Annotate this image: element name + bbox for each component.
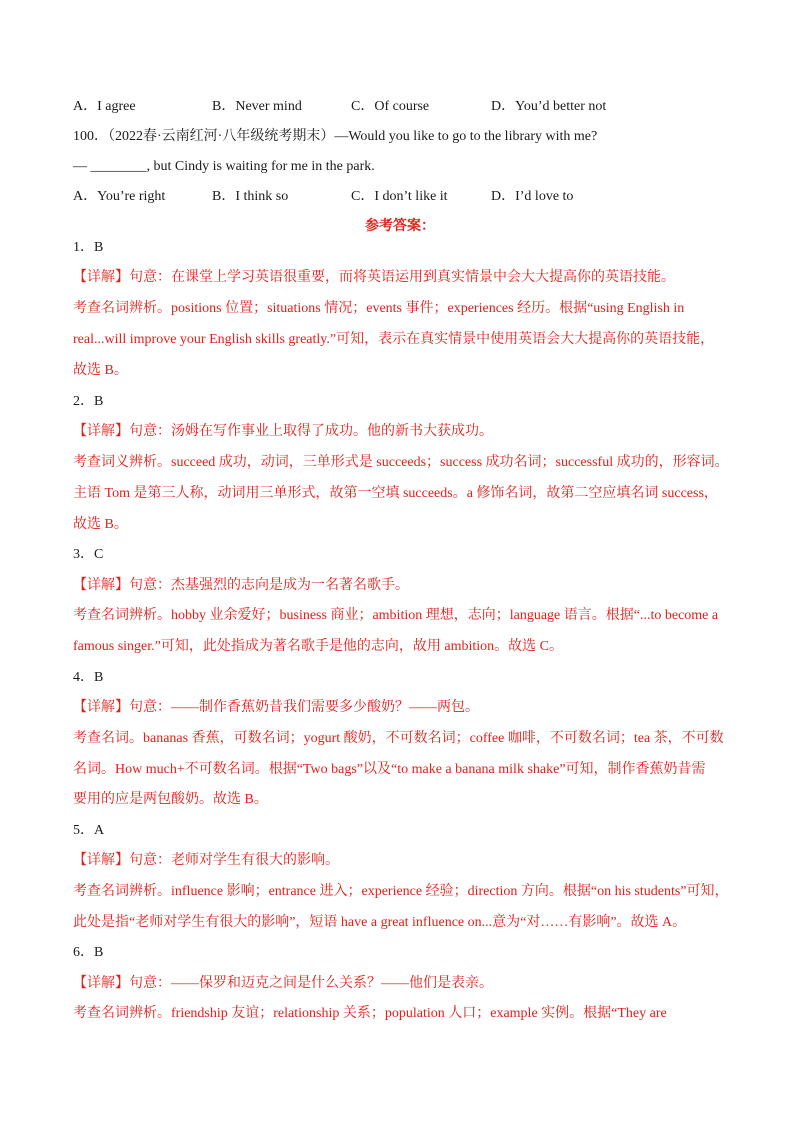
answer-detail-line: 考查名词。bananas 香蕉，可数名词；yogurt 酸奶，不可数名词；coffee 咖啡，不可数名词；tea 茶，不可数	[73, 731, 724, 746]
q100-option-b: B．I think so	[212, 189, 289, 204]
q100-reply: — ________, but Cindy is waiting for me in the park.	[73, 159, 375, 174]
q99-option-b: B．Never mind	[212, 99, 302, 114]
answer-detail-line: 故选 B。	[73, 517, 128, 532]
answer-detail-line: 名词。How much+不可数名词。根据“Two bags”以及“to make a banana milk shake”可知，制作香蕉奶昔需	[73, 762, 706, 777]
q100-option-c: C．I don’t like it	[351, 189, 448, 204]
q99-option-d: D．You’d better not	[491, 99, 607, 114]
q99-option-a: A．I agree	[73, 99, 136, 114]
answer-detail-line: 考查名词辨析。positions 位置；situations 情况；events 事件；experiences 经历。根据“using English in	[73, 301, 685, 316]
answer-detail-line: 考查名词辨析。influence 影响；entrance 进入；experience 经验；direction 方向。根据“on his students”可知，	[73, 884, 729, 899]
answer-number: 6．B	[73, 945, 104, 960]
answers-heading: 参考答案：	[365, 219, 435, 234]
answer-number: 2．B	[73, 394, 104, 409]
q100-stem: 100．（2022春·云南红河·八年级统考期末）—Would you like to go to the library with me?	[73, 129, 598, 144]
q99-option-c: C．Of course	[351, 99, 430, 114]
q100-option-d: D．I’d love to	[491, 189, 574, 204]
answer-detail-line: real...will improve your English skills greatly.”可知，表示在真实情景中使用英语会大大提高你的英语技能，	[73, 332, 715, 347]
answer-detail-line: 考查名词辨析。hobby 业余爱好；business 商业；ambition 理想，志向；language 语言。根据“...to become a	[73, 608, 719, 623]
answer-detail-line: 【详解】句意：——制作香蕉奶昔我们需要多少酸奶？——两包。	[73, 700, 479, 715]
answer-detail-line: 【详解】句意：在课堂上学习英语很重要，而将英语运用到真实情景中会大大提高你的英语技能。	[73, 270, 675, 285]
answer-detail-line: 【详解】句意：汤姆在写作事业上取得了成功。他的新书大获成功。	[73, 424, 493, 439]
answer-detail-line: 故选 B。	[73, 363, 128, 378]
answer-detail-line: 考查词义辨析。succeed 成功，动词，三单形式是 succeeds；success 成功名词；successful 成功的，形容词。	[73, 455, 729, 470]
answer-number: 4．B	[73, 670, 104, 685]
answer-detail-line: 【详解】句意：老师对学生有很大的影响。	[73, 853, 339, 868]
answer-number: 1．B	[73, 240, 104, 255]
answer-detail-line: 【详解】句意：——保罗和迈克之间是什么关系？——他们是表亲。	[73, 976, 493, 991]
answer-detail-line: 【详解】句意：杰基强烈的志向是成为一名著名歌手。	[73, 578, 409, 593]
answer-detail-line: 主语 Tom 是第三人称，动词用三单形式，故第一空填 succeeds。a 修饰名词，故第二空应填名词 success，	[73, 486, 718, 501]
answer-number: 3．C	[73, 547, 104, 562]
answer-detail-line: 要用的应是两包酸奶。故选 B。	[73, 792, 268, 807]
answer-number: 5．A	[73, 823, 105, 838]
answer-detail-line: famous singer.”可知，此处指成为著名歌手是他的志向，故用 ambition。故选 C。	[73, 639, 563, 654]
answer-detail-line: 此处是指“老师对学生有很大的影响”，短语 have a great influence on...意为“对……有影响”。故选 A。	[73, 915, 687, 930]
answer-detail-line: 考查名词辨析。friendship 友谊；relationship 关系；population 人口；example 实例。根据“They are	[73, 1006, 667, 1021]
q100-option-a: A．You’re right	[73, 189, 166, 204]
